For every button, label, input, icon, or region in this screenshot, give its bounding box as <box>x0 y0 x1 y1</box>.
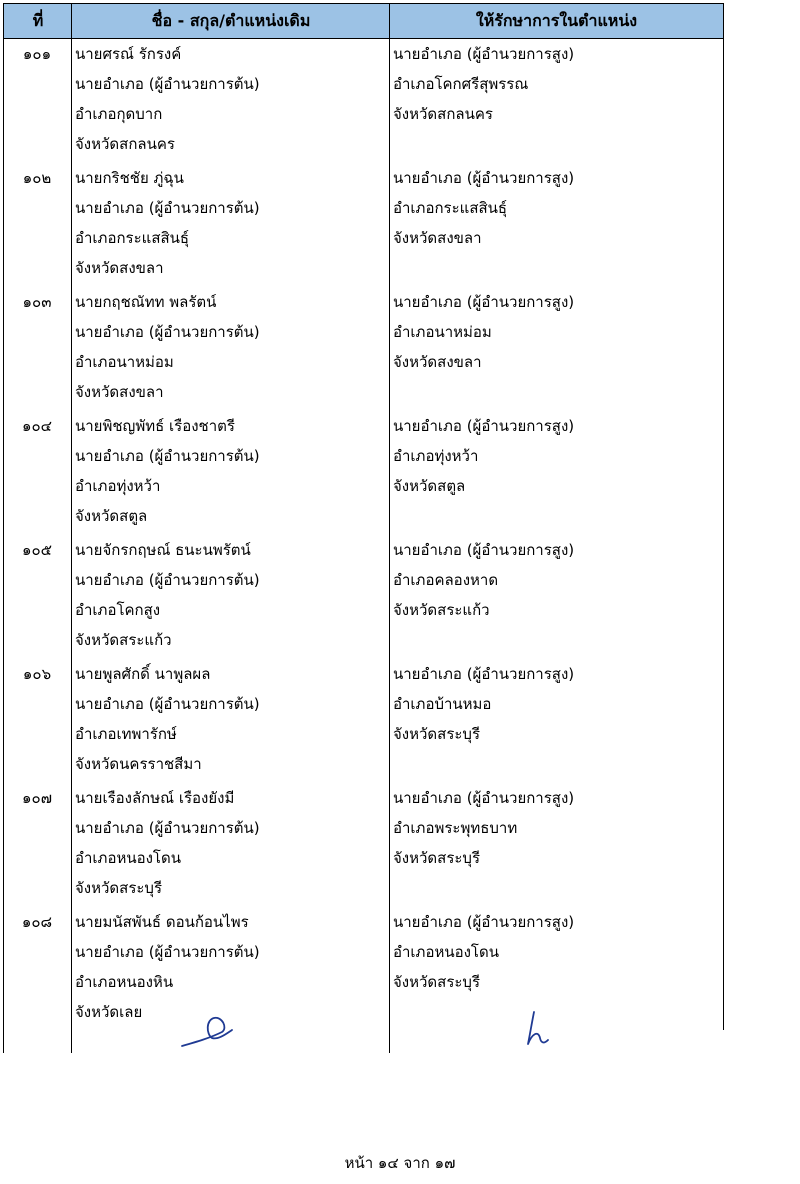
old-position-cell <box>75 163 385 283</box>
old-position-line: จังหวัดสงขลา <box>75 259 164 277</box>
old-position-cell <box>75 287 385 407</box>
old-position-line: อำเภอหนองโดน <box>75 849 181 867</box>
old-position-line: อำเภอหนองหิน <box>75 973 174 991</box>
old-position-cell <box>75 659 385 779</box>
row-number: ๑๐๗ <box>22 789 52 807</box>
row-number: ๑๐๘ <box>21 913 53 931</box>
table-row <box>3 535 724 659</box>
new-position-line: นายอำเภอ (ผู้อำนวยการสูง) <box>393 789 575 807</box>
table-row <box>3 907 724 1031</box>
new-position-line: อำเภอนาหม่อม <box>393 323 492 341</box>
header-new-position: ให้รักษาการในตำแหน่ง <box>475 11 638 30</box>
table-row <box>3 411 724 535</box>
signature-right <box>524 1010 554 1050</box>
old-position-line: อำเภอทุ่งหว้า <box>75 477 161 495</box>
row-number: ๑๐๕ <box>21 541 53 559</box>
row-number: ๑๐๖ <box>22 665 52 683</box>
new-position-cell <box>393 659 718 749</box>
table-row <box>3 783 724 907</box>
old-position-line: จังหวัดสระแก้ว <box>75 631 172 649</box>
old-position-cell <box>75 39 385 159</box>
new-position-line: นายอำเภอ (ผู้อำนวยการสูง) <box>393 169 575 187</box>
old-position-line: อำเภอโคกสูง <box>75 601 161 619</box>
new-position-line: นายอำเภอ (ผู้อำนวยการสูง) <box>393 45 575 63</box>
row-number: ๑๐๒ <box>22 169 52 187</box>
table-row <box>3 39 724 163</box>
new-position-line: อำเภอบ้านหมอ <box>393 695 492 713</box>
new-position-line: นายอำเภอ (ผู้อำนวยการสูง) <box>393 913 575 931</box>
old-position-line: อำเภอกุดบาก <box>75 105 163 123</box>
page-number: หน้า ๑๔ จาก ๑๗ <box>344 1154 456 1172</box>
new-position-line: จังหวัดสกลนคร <box>393 105 493 123</box>
new-position-line: อำเภอพระพุทธบาท <box>393 819 518 837</box>
person-name: นายกริชชัย ภู่ฉุน <box>75 169 184 187</box>
old-position-line: จังหวัดสกลนคร <box>75 135 175 153</box>
table-row <box>3 163 724 287</box>
new-position-line: จังหวัดสตูล <box>393 477 466 495</box>
old-position-line: นายอำเภอ (ผู้อำนวยการต้น) <box>75 75 260 93</box>
old-position-line: นายอำเภอ (ผู้อำนวยการต้น) <box>75 943 260 961</box>
person-name: นายพูลศักดิ์ นาพูลผล <box>75 665 211 683</box>
old-position-line: นายอำเภอ (ผู้อำนวยการต้น) <box>75 819 260 837</box>
new-position-cell <box>393 907 718 997</box>
new-position-line: อำเภอทุ่งหว้า <box>393 447 479 465</box>
old-position-line: จังหวัดนครราชสีมา <box>75 755 202 773</box>
old-position-line: นายอำเภอ (ผู้อำนวยการต้น) <box>75 447 260 465</box>
new-position-cell <box>393 535 718 625</box>
new-position-cell <box>393 287 718 377</box>
table-header <box>3 3 724 39</box>
old-position-line: อำเภอนาหม่อม <box>75 353 174 371</box>
person-name: นายมนัสพันธ์ ดอนก้อนไพร <box>75 913 249 931</box>
new-position-line: จังหวัดสงขลา <box>393 353 482 371</box>
new-position-cell <box>393 39 718 129</box>
new-position-line: อำเภอโคกศรีสุพรรณ <box>393 75 529 93</box>
row-number: ๑๐๑ <box>22 45 52 63</box>
new-position-line: นายอำเภอ (ผู้อำนวยการสูง) <box>393 541 575 559</box>
new-position-line: จังหวัดสระบุรี <box>393 973 481 991</box>
new-position-line: จังหวัดสระแก้ว <box>393 601 490 619</box>
old-position-line: จังหวัดสงขลา <box>75 383 164 401</box>
new-position-line: นายอำเภอ (ผู้อำนวยการสูง) <box>393 293 575 311</box>
new-position-line: จังหวัดสงขลา <box>393 229 482 247</box>
person-name: นายศรณ์ รักรงค์ <box>75 45 182 63</box>
new-position-line: อำเภอหนองโดน <box>393 943 499 961</box>
signature-left <box>178 1008 238 1050</box>
new-position-line: จังหวัดสระบุรี <box>393 849 481 867</box>
table-body <box>3 39 724 1031</box>
new-position-line: นายอำเภอ (ผู้อำนวยการสูง) <box>393 417 575 435</box>
new-position-line: อำเภอกระแสสินธุ์ <box>393 199 508 217</box>
new-position-cell <box>393 411 718 501</box>
old-position-line: อำเภอเทพารักษ์ <box>75 725 177 743</box>
old-position-line: อำเภอกระแสสินธุ์ <box>75 229 190 247</box>
old-position-line: นายอำเภอ (ผู้อำนวยการต้น) <box>75 323 260 341</box>
table-row <box>3 287 724 411</box>
person-name: นายเรืองลักษณ์ เรืองยังมี <box>75 789 235 807</box>
header-old-position: ชื่อ - สกุล/ตำแหน่งเดิม <box>151 11 311 30</box>
new-position-cell <box>393 783 718 873</box>
old-position-line: นายอำเภอ (ผู้อำนวยการต้น) <box>75 695 260 713</box>
table-row <box>3 659 724 783</box>
header-num: ที่ <box>32 11 44 30</box>
person-name: นายกฤชณัทท พลรัตน์ <box>75 293 217 311</box>
old-position-line: จังหวัดสระบุรี <box>75 879 163 897</box>
new-position-line: อำเภอคลองหาด <box>393 571 499 589</box>
new-position-line: จังหวัดสระบุรี <box>393 725 481 743</box>
old-position-cell <box>75 535 385 655</box>
old-position-line: จังหวัดเลย <box>75 1003 143 1021</box>
old-position-cell <box>75 783 385 903</box>
old-position-line: นายอำเภอ (ผู้อำนวยการต้น) <box>75 199 260 217</box>
old-position-line: จังหวัดสตูล <box>75 507 148 525</box>
new-position-line: นายอำเภอ (ผู้อำนวยการสูง) <box>393 665 575 683</box>
new-position-cell <box>393 163 718 253</box>
person-name: นายพิชญพัทธ์ เรืองชาตรี <box>75 417 235 435</box>
old-position-cell <box>75 411 385 531</box>
row-number: ๑๐๔ <box>21 417 53 435</box>
person-name: นายจักรกฤษณ์ ธนะนพรัตน์ <box>75 541 251 559</box>
old-position-line: นายอำเภอ (ผู้อำนวยการต้น) <box>75 571 260 589</box>
row-number: ๑๐๓ <box>22 293 52 311</box>
